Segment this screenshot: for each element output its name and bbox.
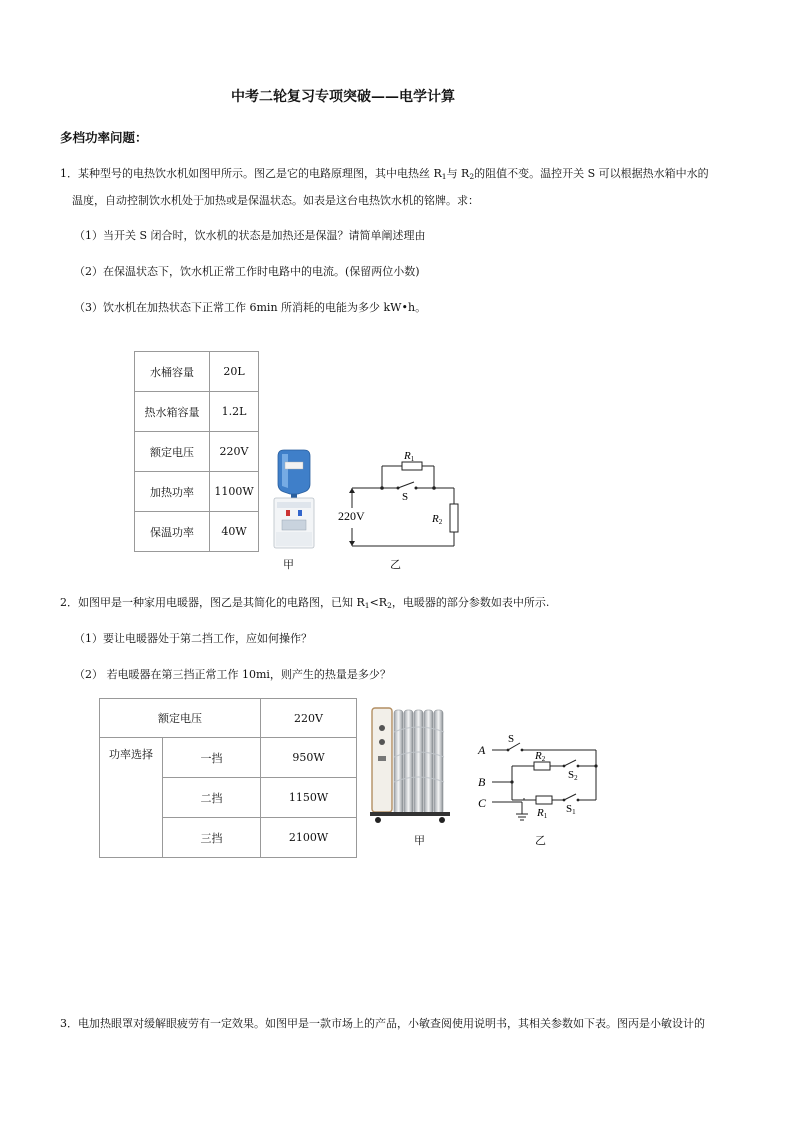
table-row	[135, 392, 259, 432]
table-cell-value: 1100W	[210, 472, 259, 512]
q2-circuit-switch-s2: S2	[568, 769, 578, 782]
table-cell-label: 保温功率	[135, 512, 210, 552]
table-row	[135, 352, 259, 392]
water-dispenser-image	[268, 446, 320, 550]
table-cell-value: 1.2L	[210, 392, 259, 432]
q2-circuit-terminal-b: B	[478, 775, 486, 789]
table-cell-gear: 三挡	[163, 818, 261, 858]
q1-text-line2: 温度，自动控制饮水机处于加热或是保温状态。如表是这台电热饮水机的铭牌。求：	[72, 194, 479, 207]
table-cell-label: 额定电压	[135, 432, 210, 472]
table-cell-label: 加热功率	[135, 472, 210, 512]
q2-text-line1: 2．如图甲是一种家用电暖器，图乙是其简化的电路图，已知 $R_1<R_2$，电暖器的部分参数如表中所示.	[60, 596, 550, 610]
page-title: 中考二轮复习专项突破——电学计算	[231, 89, 455, 105]
table-cell-gear: 二挡	[163, 778, 261, 818]
q1-figure-jia-label: 甲	[283, 558, 294, 571]
q2-spec-table	[99, 698, 357, 858]
q2-circuit-switch-s1: S1	[566, 803, 576, 816]
table-cell-value: 220V	[261, 699, 357, 738]
q2-circuit-r1: R1	[537, 807, 548, 820]
q2-number: 2．	[60, 596, 78, 609]
table-row	[100, 699, 357, 738]
q3-number: 3．	[60, 1017, 78, 1030]
q1-subquestion-1: （1）当开关 S 闭合时，饮水机的状态是加热还是保温？请简单阐述理由	[74, 229, 426, 242]
table-row	[100, 738, 357, 778]
table-row	[135, 432, 259, 472]
table-cell-value: 20L	[210, 352, 259, 392]
table-cell-label: 功率选择	[100, 738, 163, 858]
q1-circuit-voltage: 220V	[338, 509, 365, 523]
table-cell-label: 热水箱容量	[135, 392, 210, 432]
q1-subquestion-2: （2）在保温状态下，饮水机正常工作时电路中的电流。(保留两位小数)	[74, 265, 420, 278]
q2-circuit-diagram	[474, 728, 604, 826]
q1-figure-yi-label: 乙	[390, 558, 401, 571]
table-cell-value: 950W	[261, 738, 357, 778]
q2-figure-yi-label: 乙	[535, 834, 546, 847]
q1-circuit-switch: S	[402, 491, 409, 503]
q2-figure-jia-label: 甲	[414, 834, 425, 847]
table-cell-value: 40W	[210, 512, 259, 552]
q1-subquestion-3: （3）饮水机在加热状态下正常工作 6min 所消耗的电能为多少 kW•h。	[74, 301, 427, 314]
q2-circuit-terminal-a: A	[478, 743, 486, 757]
table-cell-value: 2100W	[261, 818, 357, 858]
q1-text-line1: 1．某种型号的电热饮水机如图甲所示。图乙是它的电路原理图，其中电热丝 $R_1$与 $R_2$的阻值不变。温控开关 S 可以根据热水箱中水的	[60, 167, 709, 181]
section-heading: 多档功率问题：	[60, 130, 148, 145]
q2-subquestion-2: （2） 若电暖器在第三挡正常工作 10mi，则产生的热量是多少？	[74, 668, 391, 681]
table-cell-label: 额定电压	[100, 699, 261, 738]
q3-text-line1: 3．电加热眼罩对缓解眼疲劳有一定效果。如图甲是一款市场上的产品，小敏查阅使用说明书，其相关参数如下表。图丙是小敏设计的	[60, 1017, 705, 1030]
q2-circuit-terminal-c: C	[478, 796, 487, 810]
q1-circuit-diagram	[336, 446, 466, 552]
table-row	[135, 512, 259, 552]
q2-subquestion-1: （1）要让电暖器处于第二挡工作，应如何操作？	[74, 632, 312, 645]
q1-number: 1．	[60, 167, 78, 180]
q1-circuit-r2: R2	[432, 513, 443, 526]
q1-spec-table	[134, 351, 259, 552]
q1-circuit-r1: R1	[404, 450, 415, 463]
table-row	[135, 472, 259, 512]
q2-circuit-switch-s: S	[508, 733, 515, 745]
q2-circuit-r2: R2	[535, 750, 546, 763]
table-cell-label: 水桶容量	[135, 352, 210, 392]
table-cell-gear: 一挡	[163, 738, 261, 778]
electric-heater-image	[368, 702, 452, 824]
table-cell-value: 220V	[210, 432, 259, 472]
table-cell-value: 1150W	[261, 778, 357, 818]
